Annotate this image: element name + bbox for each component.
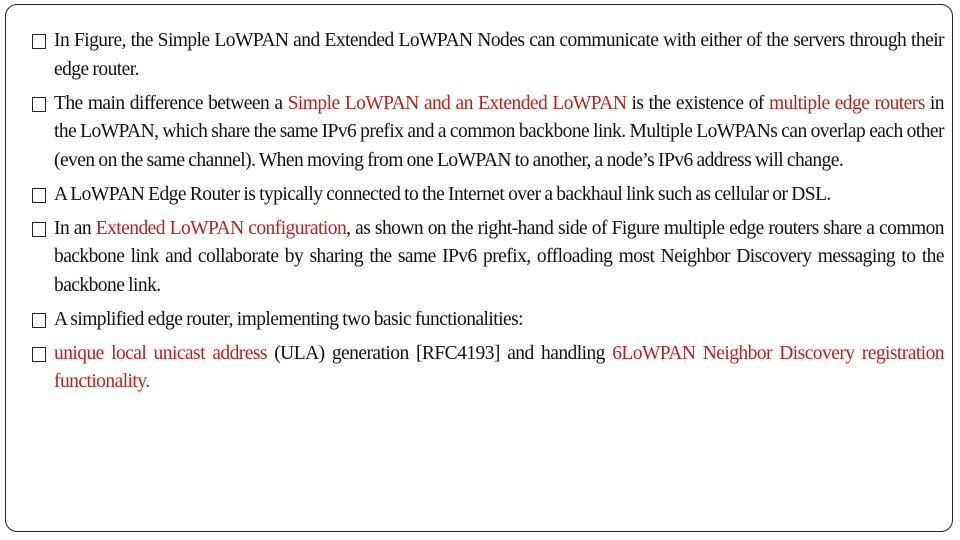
bullet-text: In Figure, the Simple LoWPAN and Extended LoWPAN Nodes can communicate with either of the servers through their edge router.: [54, 30, 944, 80]
bullet-text: In an: [54, 217, 96, 239]
checkbox-square-icon: [32, 34, 46, 49]
highlighted-term: Simple LoWPAN and an Extended LoWPAN: [287, 92, 627, 114]
bullet-item: [30, 27, 944, 84]
bullet-text: in the LoWPAN, which share the same IPv6 prefix and a common backbone link. Multiple LoWPANs can overlap each other (even on the same channel). When moving from one LoWPAN to another, a node’s IPv6 address will change.: [54, 92, 944, 171]
checkbox-square-icon: [32, 222, 46, 237]
bullet-item: [30, 181, 944, 210]
bullet-text: The main difference between a: [54, 92, 288, 114]
slide-frame: [5, 4, 953, 532]
bullet-list: [30, 27, 944, 402]
bullet-text: A simplified edge router, implementing two basic functionalities:: [54, 308, 524, 330]
bullet-item: [30, 215, 944, 301]
checkbox-square-icon: [32, 313, 46, 328]
highlighted-term: 6LoWPAN Neighbor Discovery registration functionality.: [54, 342, 944, 392]
checkbox-square-icon: [32, 97, 46, 112]
bullet-text: is the existence of: [626, 92, 769, 114]
checkbox-square-icon: [32, 347, 46, 362]
bullet-item: [30, 90, 944, 176]
checkbox-square-icon: [32, 188, 46, 203]
highlighted-term: Extended LoWPAN configuration: [95, 217, 347, 239]
bullet-item: [30, 340, 944, 397]
highlighted-term: unique local unicast address: [54, 342, 267, 364]
bullet-text: , as shown on the right-hand side of Figure multiple edge routers share a common backbone link and collaborate by sharing the same IPv6 prefix, offloading most Neighbor Discovery messaging to the backbone link.: [54, 217, 944, 296]
highlighted-term: multiple edge routers: [768, 92, 925, 114]
bullet-text: A LoWPAN Edge Router is typically connected to the Internet over a backhaul link such as cellular or DSL.: [54, 183, 831, 205]
bullet-item: [30, 306, 944, 335]
bullet-text: (ULA) generation [RFC4193] and handling: [266, 342, 613, 364]
